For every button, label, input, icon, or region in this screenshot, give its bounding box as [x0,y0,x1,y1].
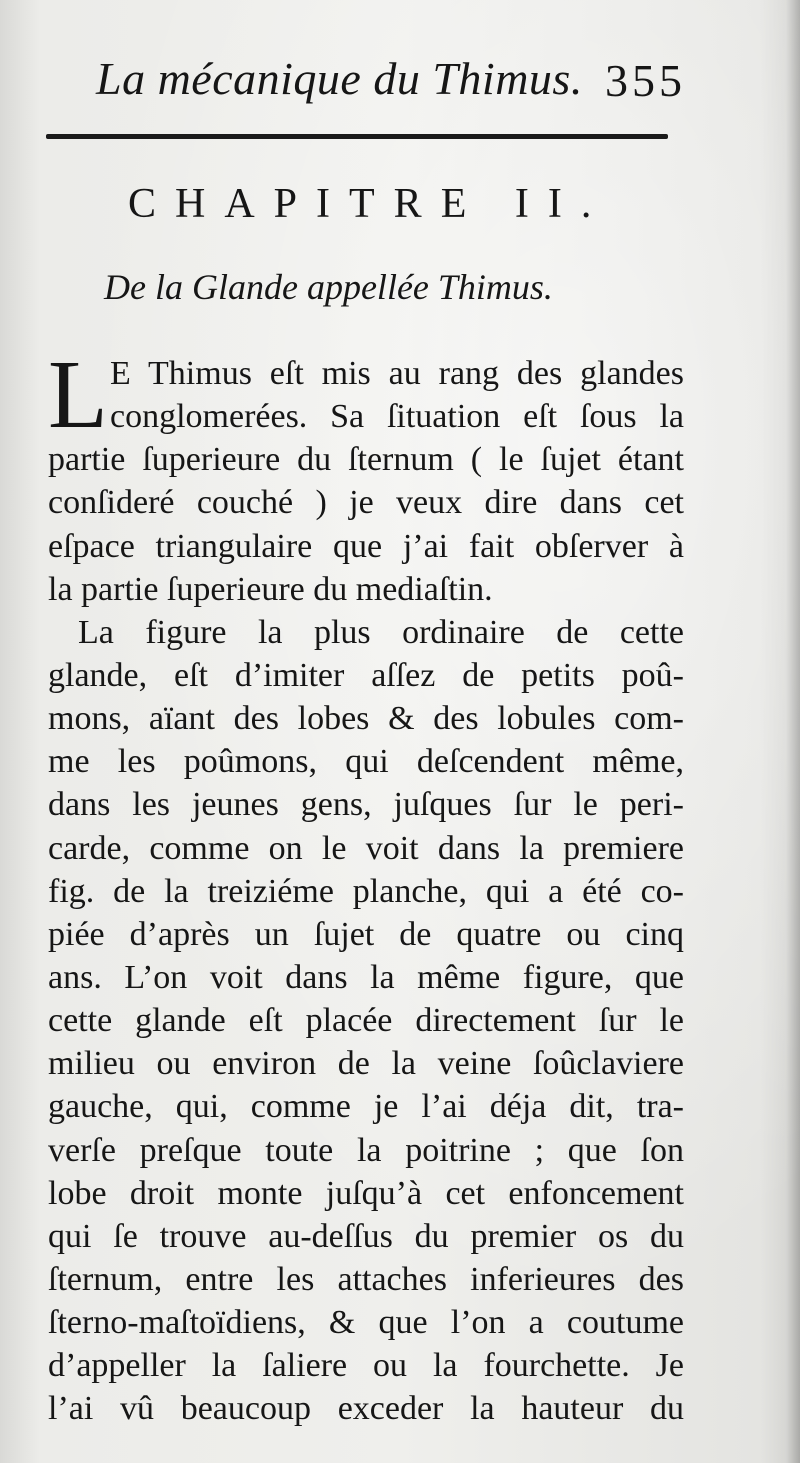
text-line: verſe preſque toute la poitrine ; que ſon [48,1131,684,1169]
chapter-subtitle: De la Glande appellée Thimus. [104,267,553,307]
running-head [96,52,686,112]
text-line: carde, comme on le voit dans la premiere [48,829,684,867]
chapter-heading: CHAPITRE II. [128,181,611,227]
page-edge-shadow [786,0,800,1463]
running-title: La mécanique du Thimus. [96,53,583,104]
page-number: 355 [605,55,686,106]
text-line: ſterno-maſtoïdiens, & que l’on a coutume [48,1304,684,1342]
drop-cap: L [48,341,108,449]
text-line: d’appeller la ſaliere ou la fourchette. Je [48,1347,684,1385]
text-line: ans. L’on voit dans la même figure, que [48,958,684,996]
text-line: lobe droit monte juſqu’à cet enfoncement [48,1174,684,1212]
text-line: me les poûmons, qui deſcendent même, [48,743,684,781]
text-line: piée d’après un ſujet de quatre ou cinq [48,915,684,953]
header-rule [46,134,668,139]
text-line: glande, eſt d’imiter aſſez de petits poû- [48,656,684,694]
text-line: mons, aïant des lobes & des lobules com- [48,700,684,738]
text-line: E Thimus eſt mis au rang des glandes [110,355,684,392]
text-line: qui ſe trouve au-deſſus du premier os du [48,1217,684,1255]
text-line: dans les jeunes gens, juſques ſur le peri- [48,786,684,824]
text-line: conglomerées. Sa ſituation eſt ſous la [110,398,684,436]
text-line: milieu ou environ de la veine ſoûclaviere [48,1045,684,1083]
text-line: l’ai vû beaucoup exceder la hauteur du [48,1390,684,1428]
text-line: la partie ſuperieure du mediaſtin. [48,570,493,608]
text-line: fig. de la treiziéme planche, qui a été co- [48,872,684,910]
text-line: partie ſuperieure du ſternum ( le ſujet étant [48,441,684,479]
body-text [48,341,684,1431]
text-line: ſternum, entre les attaches inferieures des [48,1260,684,1298]
text-line: cette glande eſt placée directement ſur le [48,1002,684,1040]
text-line: eſpace triangulaire que j’ai fait obſerver à [48,527,684,565]
text-line: La figure la plus ordinaire de cette [78,613,684,651]
text-line: gauche, qui, comme je l’ai déja dit, tra- [48,1088,684,1126]
text-line: conſideré couché ) je veux dire dans cet [48,484,684,522]
